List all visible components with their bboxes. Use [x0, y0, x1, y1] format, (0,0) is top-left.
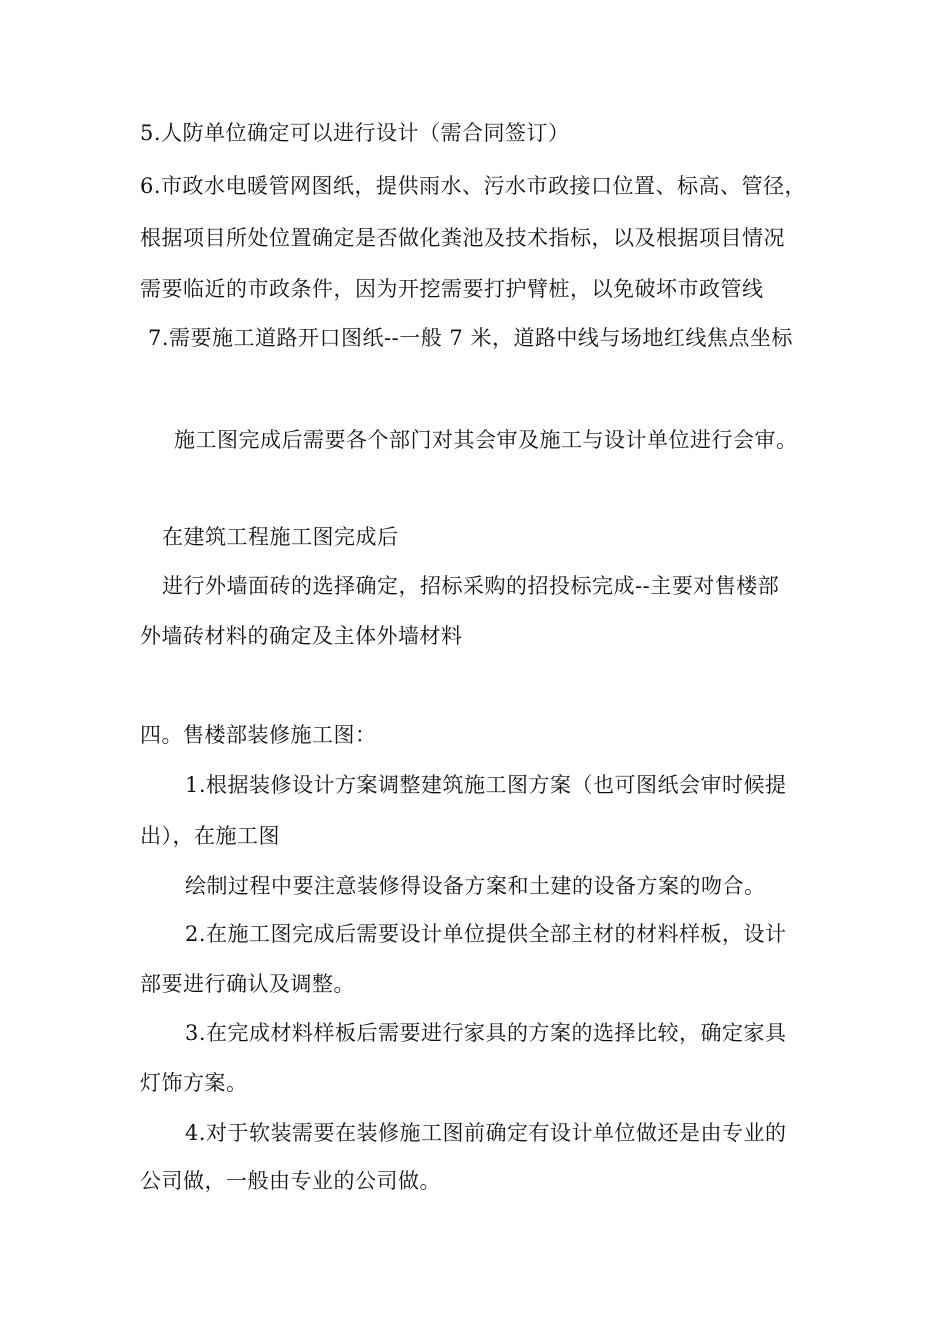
text-line: 3.在完成材料样板后需要进行家具的方案的选择比较，确定家具 [185, 1021, 787, 1045]
text-line: 5.人防单位确定可以进行设计（需合同签订） [140, 121, 570, 145]
text-line: 进行外墙面砖的选择确定，招标采购的招投标完成--主要对售楼部 [162, 574, 780, 598]
text-line: 在建筑工程施工图完成后 [162, 525, 399, 549]
text-line: 4.对于软装需要在装修施工图前确定有设计单位做还是由专业的 [185, 1121, 787, 1145]
text-line: 需要临近的市政条件，因为开挖需要打护臂桩，以免破坏市政管线 [140, 277, 764, 301]
text-line: 灯饰方案。 [140, 1071, 248, 1095]
text-line: 出），在施工图 [140, 824, 280, 848]
text-line: 施工图完成后需要各个部门对其会审及施工与设计单位进行会审。 [174, 428, 798, 452]
text-line: 部要进行确认及调整。 [140, 972, 355, 996]
section-heading: 四。售楼部装修施工图： [140, 723, 377, 747]
text-line: 根据项目所处位置确定是否做化粪池及技术指标，以及根据项目情况 [140, 226, 785, 250]
text-line: 7.需要施工道路开口图纸--一般 7 米，道路中线与场地红线焦点坐标 [148, 326, 793, 350]
text-line: 2.在施工图完成后需要设计单位提供全部主材的材料样板，设计 [185, 922, 787, 946]
text-line: 外墙砖材料的确定及主体外墙材料 [140, 624, 463, 648]
text-line: 6.市政水电暖管网图纸，提供雨水、污水市政接口位置、标高、管径， [140, 174, 807, 198]
text-line: 公司做，一般由专业的公司做。 [140, 1169, 441, 1193]
text-line: 绘制过程中要注意装修得设备方案和土建的设备方案的吻合。 [185, 874, 766, 898]
text-line: 1.根据装修设计方案调整建筑施工图方案（也可图纸会审时候提 [185, 773, 787, 797]
